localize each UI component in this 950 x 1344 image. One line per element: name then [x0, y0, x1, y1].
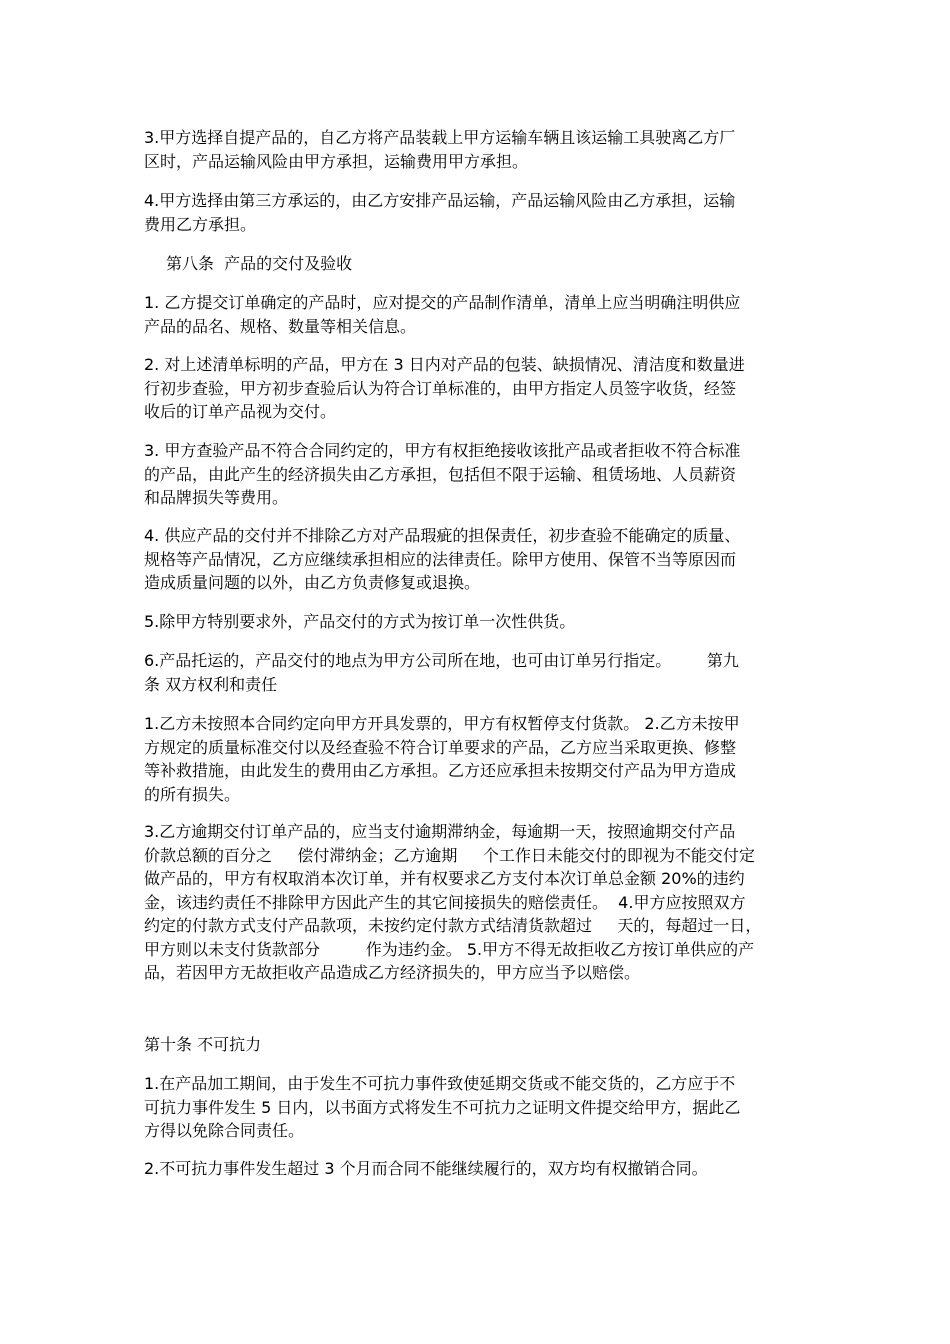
text-line: 做产品的，甲方有权取消本次订单，并有权要求乙方支付本次订单总金额 20%的违约: [144, 869, 745, 888]
paragraph-8-2: [144, 353, 812, 424]
text-line: 品，若因甲方无故拒收产品造成乙方经济损失的，甲方应当予以赔偿。: [144, 963, 641, 982]
text-line: 价款总额的百分之 偿付滞纳金；乙方逾期 个工作日未能交付的即视为不能交付定: [144, 845, 755, 865]
text-line: 金，该违约责任不排除甲方因此产生的其它间接损失的赔偿责任。 4.甲方应按照双方: [144, 892, 746, 912]
text-line: 可抗力事件发生 5 日内，以书面方式将发生不可抗力之证明文件提交给甲方，据此乙: [144, 1097, 741, 1117]
heading-article-10: [144, 1033, 812, 1057]
text-line: 3.乙方逾期交付订单产品的，应当支付逾期滞纳金，每逾期一天，按照逾期交付产品: [144, 822, 736, 841]
text-line: 2.不可抗力事件发生超过 3 个月而合同不能继续履行的，双方均有权撤销合同。: [144, 1159, 708, 1178]
text-line: 的所有损失。: [144, 784, 241, 804]
text-line: 产品的品名、规格、数量等相关信息。: [144, 316, 417, 336]
section-heading: 第十条 不可抗力: [144, 1035, 262, 1054]
text-line: 行初步查验，甲方初步查验后认为符合订单标准的，由甲方指定人员签字收货，经签: [144, 378, 737, 398]
text-line: 收后的订单产品视为交付。: [144, 402, 337, 421]
text-line: 6.产品托运的，产品交付的地点为甲方公司所在地，也可由订单另行指定。 第九: [144, 651, 739, 670]
paragraph-8-1: [144, 291, 812, 338]
paragraph-8-6: [144, 649, 812, 696]
paragraph-3-self-pickup: [144, 126, 812, 173]
text-line: 约定的付款方式支付产品款项，未按约定付款方式结清货款超过 天的，每超过一日，: [144, 916, 762, 935]
paragraph-4-third-party: [144, 189, 812, 236]
text-line: 和品牌损失等费用。: [144, 488, 289, 507]
text-line: 1.在产品加工期间，由于发生不可抗力事件致使延期交货或不能交货的，乙方应于不: [144, 1074, 736, 1093]
paragraph-9-1: [144, 712, 812, 806]
text-line: 3. 甲方查验产品不符合合同约定的，甲方有权拒绝接收该批产品或者拒收不符合标准: [144, 441, 741, 460]
text-line: 方得以免除合同责任。: [144, 1121, 305, 1140]
paragraph-8-4: [144, 524, 812, 595]
text-line: 方规定的质量标准交付以及经查验不符合订单要求的产品，乙方应当采取更换、修整: [144, 737, 737, 757]
text-line: 1.乙方未按照本合同约定向甲方开具发票的，甲方有权暂停支付货款。 2.乙方未按甲: [144, 714, 740, 733]
paragraph-9-3: [144, 820, 812, 985]
text-line: 4. 供应产品的交付并不排除乙方对产品瑕疵的担保责任，初步查验不能确定的质量、: [144, 526, 741, 545]
paragraph-8-5: [144, 610, 812, 634]
text-line: 3.甲方选择自提产品的，自乙方将产品装载上甲方运输车辆且该运输工具驶离乙方厂: [144, 128, 736, 147]
paragraph-10-1: [144, 1072, 812, 1143]
text-line: 4.甲方选择由第三方承运的，由乙方安排产品运输，产品运输风险由乙方承担，运输: [144, 191, 736, 210]
heading-article-8: [144, 252, 834, 276]
paragraph-10-2: [144, 1157, 812, 1181]
text-line: 的产品，由此产生的经济损失由乙方承担，包括但不限于运输、租赁场地、人员薪资: [144, 464, 737, 484]
text-line: 1. 乙方提交订单确定的产品时，应对提交的产品制作清单，清单上应当明确注明供应: [144, 293, 741, 312]
section-heading: 第八条 产品的交付及验收: [166, 254, 353, 273]
text-line: 条 双方权利和责任: [144, 674, 278, 694]
text-line: 区时，产品运输风险由甲方承担，运输费用甲方承担。: [144, 151, 529, 171]
text-line: 等补救措施，由此发生的费用由乙方承担。乙方还应承担未按期交付产品为甲方造成: [144, 761, 737, 780]
text-line: 甲方则以未支付货款部分 作为违约金。 5.甲方不得无故拒收乙方按订单供应的产: [144, 939, 755, 959]
text-line: 费用乙方承担。: [144, 214, 257, 234]
text-line: 造成质量问题的以外，由乙方负责修复或退换。: [144, 573, 481, 592]
paragraph-8-3: [144, 439, 812, 510]
text-line: 5.除甲方特别要求外，产品交付的方式为按订单一次性供货。: [144, 612, 576, 631]
text-line: 规格等产品情况，乙方应继续承担相应的法律责任。除甲方使用、保管不当等原因而: [144, 549, 737, 569]
text-line: 2. 对上述清单标明的产品，甲方在 3 日内对产品的包装、缺损情况、清洁度和数量进: [144, 355, 745, 374]
